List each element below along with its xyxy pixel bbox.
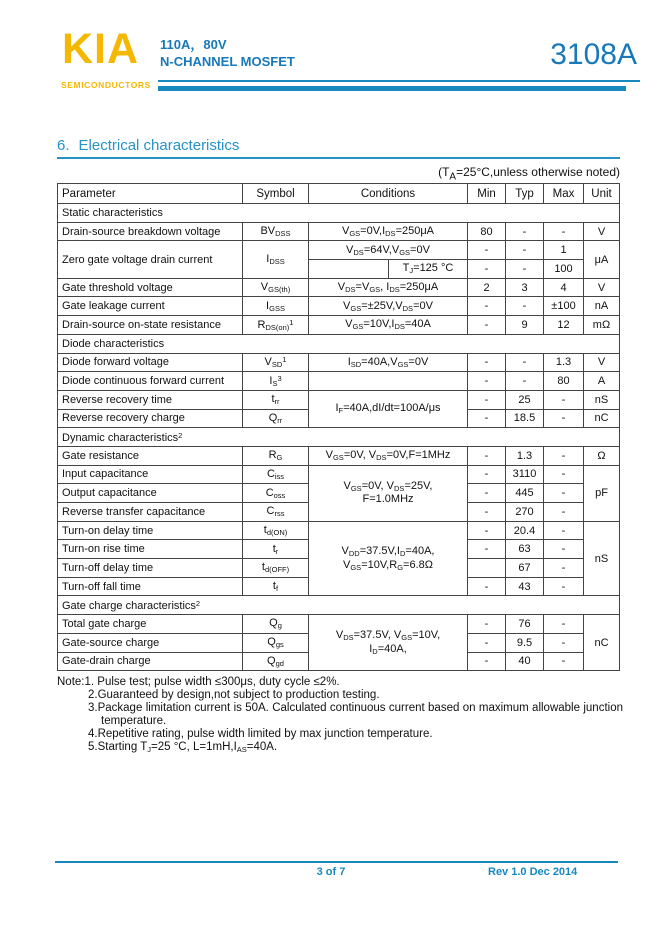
device-type: N-CHANNEL MOSFET xyxy=(160,54,295,69)
note-item: Note:1. Pulse test; pulse width ≤300μs, duty cycle ≤2%. xyxy=(57,676,340,688)
cell-typ: 25 xyxy=(506,390,544,409)
cell-max: 4 xyxy=(544,278,584,297)
col-header-unit: Unit xyxy=(584,184,620,204)
cell-typ: 76 xyxy=(506,615,544,634)
cell-typ: 3110 xyxy=(506,465,544,484)
section-number: 6. xyxy=(57,137,70,154)
header-rule-thick xyxy=(158,86,626,91)
table-row xyxy=(58,297,620,316)
cell-conditions: $V_{DS}=64V,V_{GS}=0V$ xyxy=(309,241,468,260)
cell-symbol: $t_{d(ON)}$ xyxy=(243,521,309,540)
cell-conditions: $V_{GS}=0V$, $V_{DS}=25V$, F=1.0MHz xyxy=(309,465,468,521)
cell-min: - xyxy=(468,577,506,596)
cell-unit: nS xyxy=(584,521,620,596)
cell-symbol: $C_{iss}$ xyxy=(243,465,309,484)
cell-max: 1 xyxy=(544,241,584,260)
col-header-symbol: Symbol xyxy=(243,184,309,204)
cell-symbol: $t_r$ xyxy=(243,540,309,559)
cell-parameter: Reverse recovery time xyxy=(58,390,243,409)
cell-min: - xyxy=(468,297,506,316)
kia-logo-subtext: SEMICONDUCTORS xyxy=(61,80,151,90)
cell-min: 2 xyxy=(468,278,506,297)
cell-max: - xyxy=(544,633,584,652)
cell-parameter: Turn-on delay time xyxy=(58,521,243,540)
cell-unit: V xyxy=(584,353,620,372)
cell-conditions: $T_J=125$ °C xyxy=(389,260,468,279)
cell-typ: 9.5 xyxy=(506,633,544,652)
section-label: Gate charge characteristics$^2$ xyxy=(58,596,620,615)
cell-unit: μA xyxy=(584,241,620,278)
cell-symbol: $I_{GSS}$ xyxy=(243,297,309,316)
notes-block xyxy=(57,676,623,756)
cell-typ: 63 xyxy=(506,540,544,559)
cell-min: 80 xyxy=(468,222,506,241)
col-header-conditions: Conditions xyxy=(309,184,468,204)
footer-rule xyxy=(55,861,618,863)
cell-max: - xyxy=(544,540,584,559)
cell-conditions xyxy=(309,372,468,391)
section-title xyxy=(57,137,239,154)
cell-parameter: Turn-off delay time xyxy=(58,559,243,578)
section-row xyxy=(58,204,620,223)
table-row xyxy=(58,446,620,465)
section-label: Dynamic characteristics$^2$ xyxy=(58,428,620,447)
cell-parameter: Diode continuous forward current xyxy=(58,372,243,391)
cell-min: - xyxy=(468,372,506,391)
device-rating: 110A，80V xyxy=(160,37,227,52)
device-subtitle xyxy=(160,36,295,70)
cell-min: - xyxy=(468,409,506,428)
cell-min: - xyxy=(468,503,506,522)
cell-unit: Ω xyxy=(584,446,620,465)
cell-max: ±100 xyxy=(544,297,584,316)
cell-max: - xyxy=(544,652,584,671)
cell-symbol: $Q_{rr}$ xyxy=(243,409,309,428)
cell-symbol: $t_{rr}$ xyxy=(243,390,309,409)
table-row xyxy=(58,353,620,372)
cell-parameter: Total gate charge xyxy=(58,615,243,634)
cell-max: 80 xyxy=(544,372,584,391)
section-label: Diode characteristics xyxy=(58,334,620,353)
cell-typ: 43 xyxy=(506,577,544,596)
cell-symbol: $t_f$ xyxy=(243,577,309,596)
cell-typ: 40 xyxy=(506,652,544,671)
cell-max: - xyxy=(544,222,584,241)
table-row xyxy=(58,390,620,409)
cell-symbol: $C_{rss}$ xyxy=(243,503,309,522)
cell-symbol: $Q_{gd}$ xyxy=(243,652,309,671)
cell-symbol: $R_G$ xyxy=(243,446,309,465)
cell-unit: mΩ xyxy=(584,316,620,335)
cell-min: - xyxy=(468,260,506,279)
cell-parameter: Zero gate voltage drain current xyxy=(58,241,243,278)
cell-max: - xyxy=(544,409,584,428)
section-title-text: Electrical characteristics xyxy=(78,137,240,154)
cell-conditions: $V_{GS}=0V,I_{DS}=250\mu A$ xyxy=(309,222,468,241)
cell-typ: 1.3 xyxy=(506,446,544,465)
cell-min: - xyxy=(468,316,506,335)
cell-min: - xyxy=(468,521,506,540)
cell-conditions: $V_{DS}=37.5V$, $V_{GS}=10V$, $I_D=40A$, xyxy=(309,615,468,671)
table-row xyxy=(58,521,620,540)
electrical-characteristics-table xyxy=(57,183,620,671)
cell-parameter: Diode forward voltage xyxy=(58,353,243,372)
cell-min: - xyxy=(468,353,506,372)
cell-max: 1.3 xyxy=(544,353,584,372)
cell-conditions: $V_{GS}=10V,I_{DS}=40A$ xyxy=(309,316,468,335)
header-rule-thin xyxy=(158,80,640,82)
part-number: 3108A xyxy=(550,38,637,71)
cell-parameter: Turn-on rise time xyxy=(58,540,243,559)
cell-min: - xyxy=(468,652,506,671)
cell-max: - xyxy=(544,446,584,465)
cell-typ: - xyxy=(506,297,544,316)
section-title-underline xyxy=(57,157,620,159)
col-header-parameter: Parameter xyxy=(58,184,243,204)
cell-unit: nC xyxy=(584,615,620,671)
cell-min: - xyxy=(468,484,506,503)
cell-min: - xyxy=(468,465,506,484)
cell-symbol: $R_{DS(on)}^1$ xyxy=(243,316,309,335)
cell-symbol: $Q_g$ xyxy=(243,615,309,634)
cell-unit: V xyxy=(584,222,620,241)
kia-logo: KIA xyxy=(62,25,140,73)
cell-typ: 3 xyxy=(506,278,544,297)
table-row xyxy=(58,615,620,634)
cell-max: - xyxy=(544,577,584,596)
cell-min xyxy=(468,559,506,578)
cell-typ: - xyxy=(506,241,544,260)
col-header-typ: Typ xyxy=(506,184,544,204)
revision-label: Rev 1.0 Dec 2014 xyxy=(488,866,578,878)
cell-max: 12 xyxy=(544,316,584,335)
cell-max: - xyxy=(544,615,584,634)
cell-conditions: $I_{SD}=40A,V_{GS}=0V$ xyxy=(309,353,468,372)
cell-parameter: Reverse recovery charge xyxy=(58,409,243,428)
table-row xyxy=(58,241,620,260)
section-row xyxy=(58,428,620,447)
table-row xyxy=(58,278,620,297)
cell-parameter: Input capacitance xyxy=(58,465,243,484)
cell-symbol: $t_{d(OFF)}$ xyxy=(243,559,309,578)
cell-max: - xyxy=(544,521,584,540)
cell-min: - xyxy=(468,241,506,260)
note-item: 4.Repetitive rating, pulse width limited by max junction temperature. xyxy=(88,728,433,740)
cell-typ: 270 xyxy=(506,503,544,522)
cell-min: - xyxy=(468,615,506,634)
cell-typ: - xyxy=(506,260,544,279)
cell-conditions: $I_F=40A,dI/dt=100A/\mu s$ xyxy=(309,390,468,427)
cell-conditions-blank xyxy=(309,260,389,279)
cell-conditions: $V_{GS}=\pm 25V,V_{DS}=0V$ xyxy=(309,297,468,316)
section-label: Static characteristics xyxy=(58,204,620,223)
section-row xyxy=(58,596,620,615)
cell-typ: 445 xyxy=(506,484,544,503)
cell-unit: V xyxy=(584,278,620,297)
cell-typ: - xyxy=(506,222,544,241)
table-row xyxy=(58,316,620,335)
cell-conditions: $V_{DD}=37.5V,I_D=40A$, $V_{GS}=10V,R_G=6.8\Omega$ xyxy=(309,521,468,596)
cell-symbol: $V_{SD}^1$ xyxy=(243,353,309,372)
cell-typ: - xyxy=(506,372,544,391)
table-row xyxy=(58,372,620,391)
cell-parameter: Drain-source breakdown voltage xyxy=(58,222,243,241)
cell-parameter: Reverse transfer capacitance xyxy=(58,503,243,522)
cell-min: - xyxy=(468,540,506,559)
cell-conditions: $V_{DS}=V_{GS}$, $I_{DS}=250\mu A$ xyxy=(309,278,468,297)
cell-min: - xyxy=(468,390,506,409)
cell-min: - xyxy=(468,446,506,465)
cell-max: - xyxy=(544,465,584,484)
cell-parameter: Gate leakage current xyxy=(58,297,243,316)
cell-parameter: Gate-source charge xyxy=(58,633,243,652)
section-row xyxy=(58,334,620,353)
cell-unit: nC xyxy=(584,409,620,428)
cell-symbol: $V_{GS(th)}$ xyxy=(243,278,309,297)
cell-typ: 67 xyxy=(506,559,544,578)
cell-min: - xyxy=(468,633,506,652)
cell-unit: nA xyxy=(584,297,620,316)
cell-symbol: $I_S^3$ xyxy=(243,372,309,391)
cell-typ: 20.4 xyxy=(506,521,544,540)
cell-typ: 9 xyxy=(506,316,544,335)
cell-unit: pF xyxy=(584,465,620,521)
note-item: 3.Package limitation current is 50A. Calculated continuous current based on maximum allowable junction temperature. xyxy=(88,702,623,727)
cell-symbol: $C_{oss}$ xyxy=(243,484,309,503)
cell-parameter: Gate resistance xyxy=(58,446,243,465)
cell-parameter: Turn-off fall time xyxy=(58,577,243,596)
page-number: 3 of 7 xyxy=(316,866,346,878)
test-condition-note: ($T_A=25^\circ C,unless$ otherwise noted) xyxy=(438,165,620,183)
table-header-row xyxy=(58,184,620,204)
col-header-min: Min xyxy=(468,184,506,204)
note-item: 5.Starting $T_J=25$ °C, $L=1mH,I_{AS}=40A$. xyxy=(88,741,278,754)
cell-max: - xyxy=(544,503,584,522)
cell-parameter: Gate-drain charge xyxy=(58,652,243,671)
cell-typ: 18.5 xyxy=(506,409,544,428)
cell-symbol: $I_{DSS}$ xyxy=(243,241,309,278)
cell-max: - xyxy=(544,484,584,503)
table-row xyxy=(58,465,620,484)
col-header-max: Max xyxy=(544,184,584,204)
cell-unit: A xyxy=(584,372,620,391)
cell-parameter: Gate threshold voltage xyxy=(58,278,243,297)
cell-unit: nS xyxy=(584,390,620,409)
note-item: 2.Guaranteed by design,not subject to production testing. xyxy=(88,689,380,701)
cell-symbol: $BV_{DSS}$ xyxy=(243,222,309,241)
cell-symbol: $Q_{gs}$ xyxy=(243,633,309,652)
table-row xyxy=(58,222,620,241)
cell-conditions: $V_{GS}=0V$, $V_{DS}=0V,F=1MHz$ xyxy=(309,446,468,465)
cell-max: - xyxy=(544,390,584,409)
cell-typ: - xyxy=(506,353,544,372)
cell-max: 100 xyxy=(544,260,584,279)
cell-parameter: Drain-source on-state resistance xyxy=(58,316,243,335)
cell-max: - xyxy=(544,559,584,578)
cell-parameter: Output capacitance xyxy=(58,484,243,503)
